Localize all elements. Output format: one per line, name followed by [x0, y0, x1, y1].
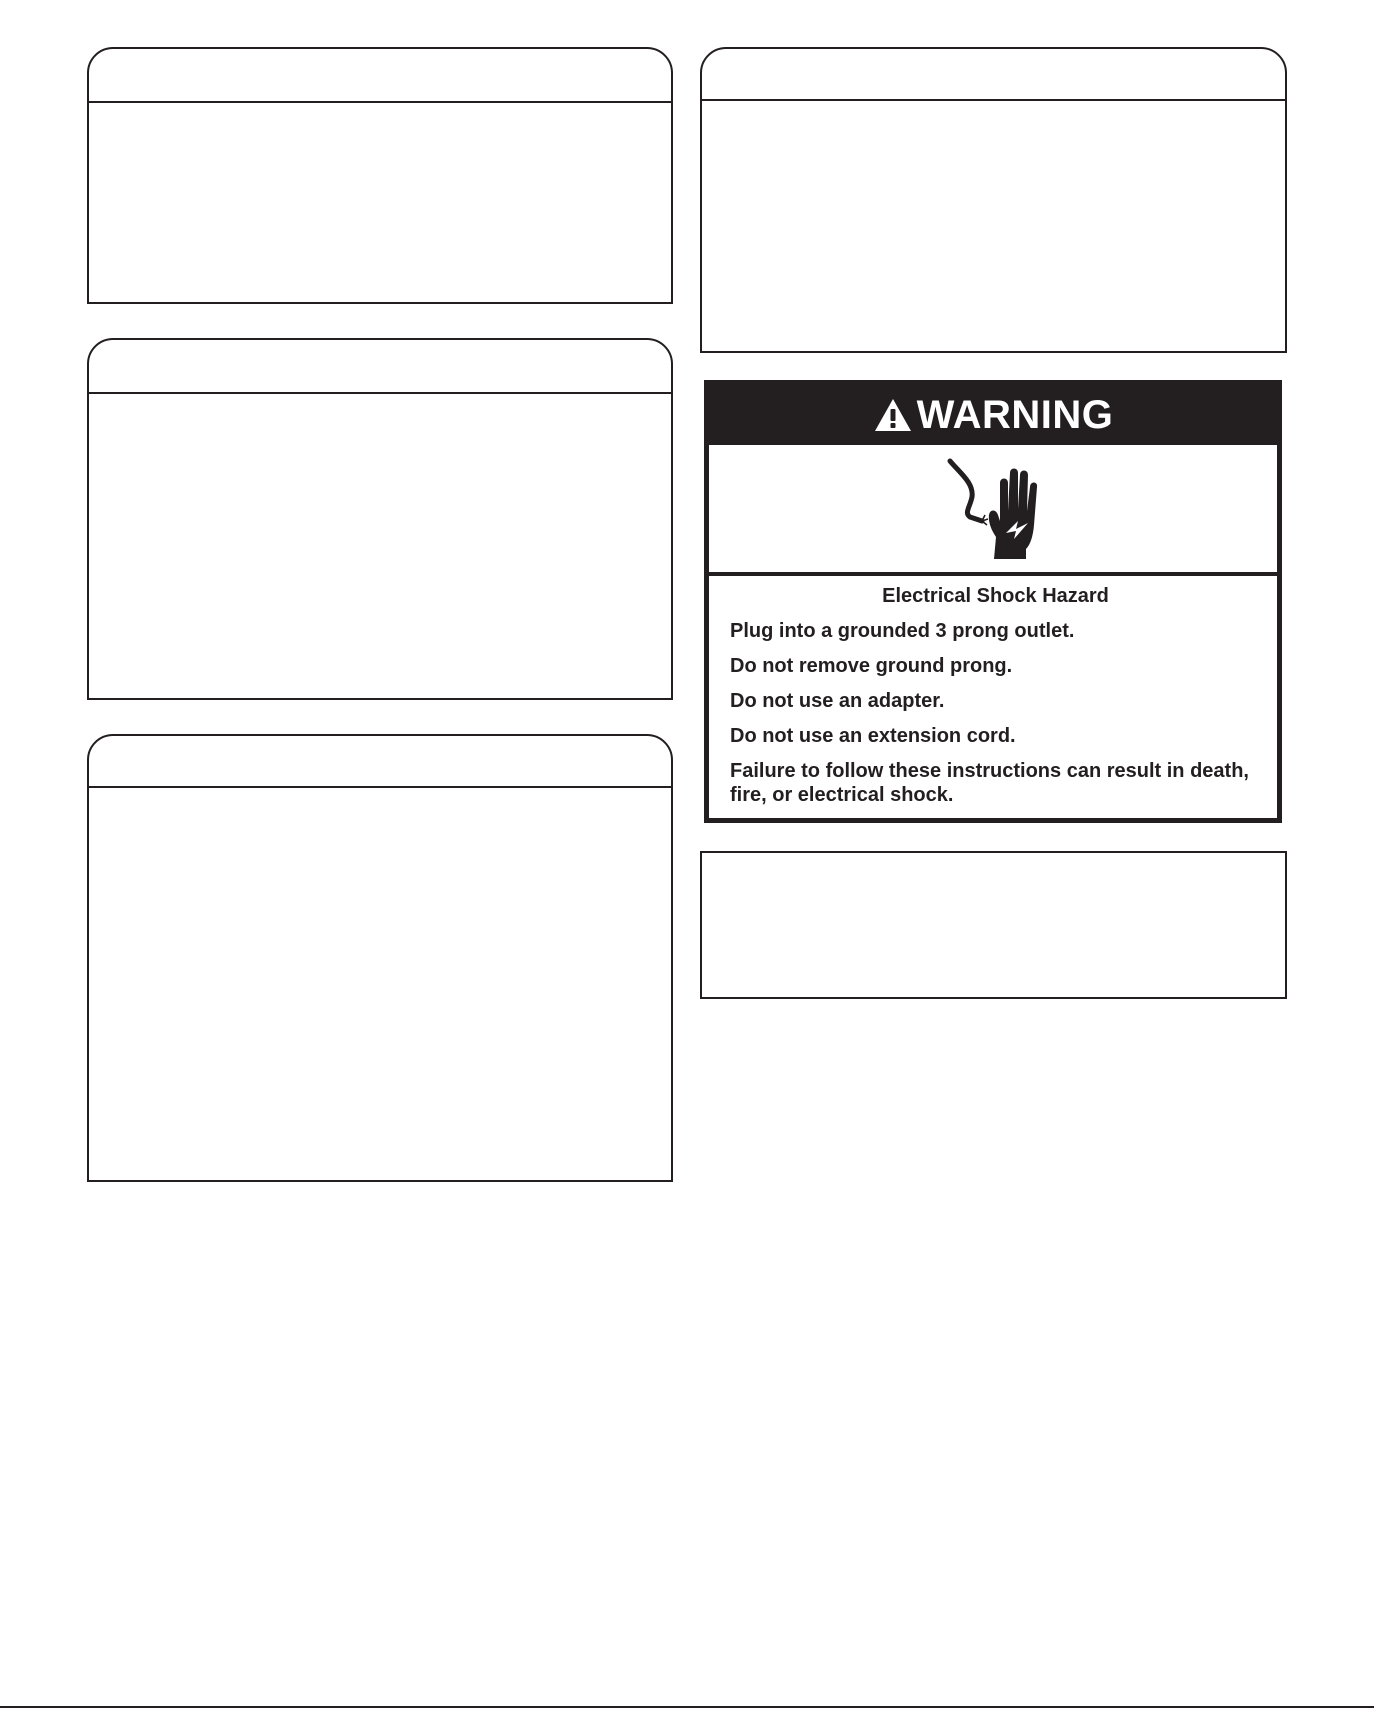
hazard-title: Electrical Shock Hazard: [882, 585, 1109, 607]
page-footer-rule: [0, 1706, 1374, 1708]
panel-tab-divider: [89, 786, 671, 788]
electrical-shock-hand-icon: [938, 453, 1048, 565]
exclamation-triangle-icon: [873, 397, 913, 433]
blank-tab-panel-4: [700, 47, 1287, 353]
warning-signal-word: WARNING: [916, 393, 1114, 437]
blank-box-panel: [700, 851, 1287, 999]
instruction-item: Do not use an adapter.: [730, 690, 945, 712]
instruction-item: Do not remove ground prong.: [730, 655, 1013, 677]
panel-tab-divider: [89, 101, 671, 103]
warning-body: [730, 584, 1261, 807]
blank-tab-panel-1: [87, 47, 673, 304]
blank-tab-panel-2: [87, 338, 673, 700]
blank-tab-panel-3: [87, 734, 673, 1182]
panel-tab-divider: [702, 99, 1285, 101]
instruction-item: Plug into a grounded 3 prong outlet.: [730, 620, 1075, 642]
warning-label: [704, 380, 1282, 823]
instruction-item: Do not use an extension cord.: [730, 725, 1016, 747]
warning-header: [709, 385, 1277, 445]
instruction-item: Failure to follow these instructions can result in death, fire, or electrical shock.: [730, 760, 1249, 806]
warning-pictogram: [709, 445, 1277, 576]
panel-tab-divider: [89, 392, 671, 394]
